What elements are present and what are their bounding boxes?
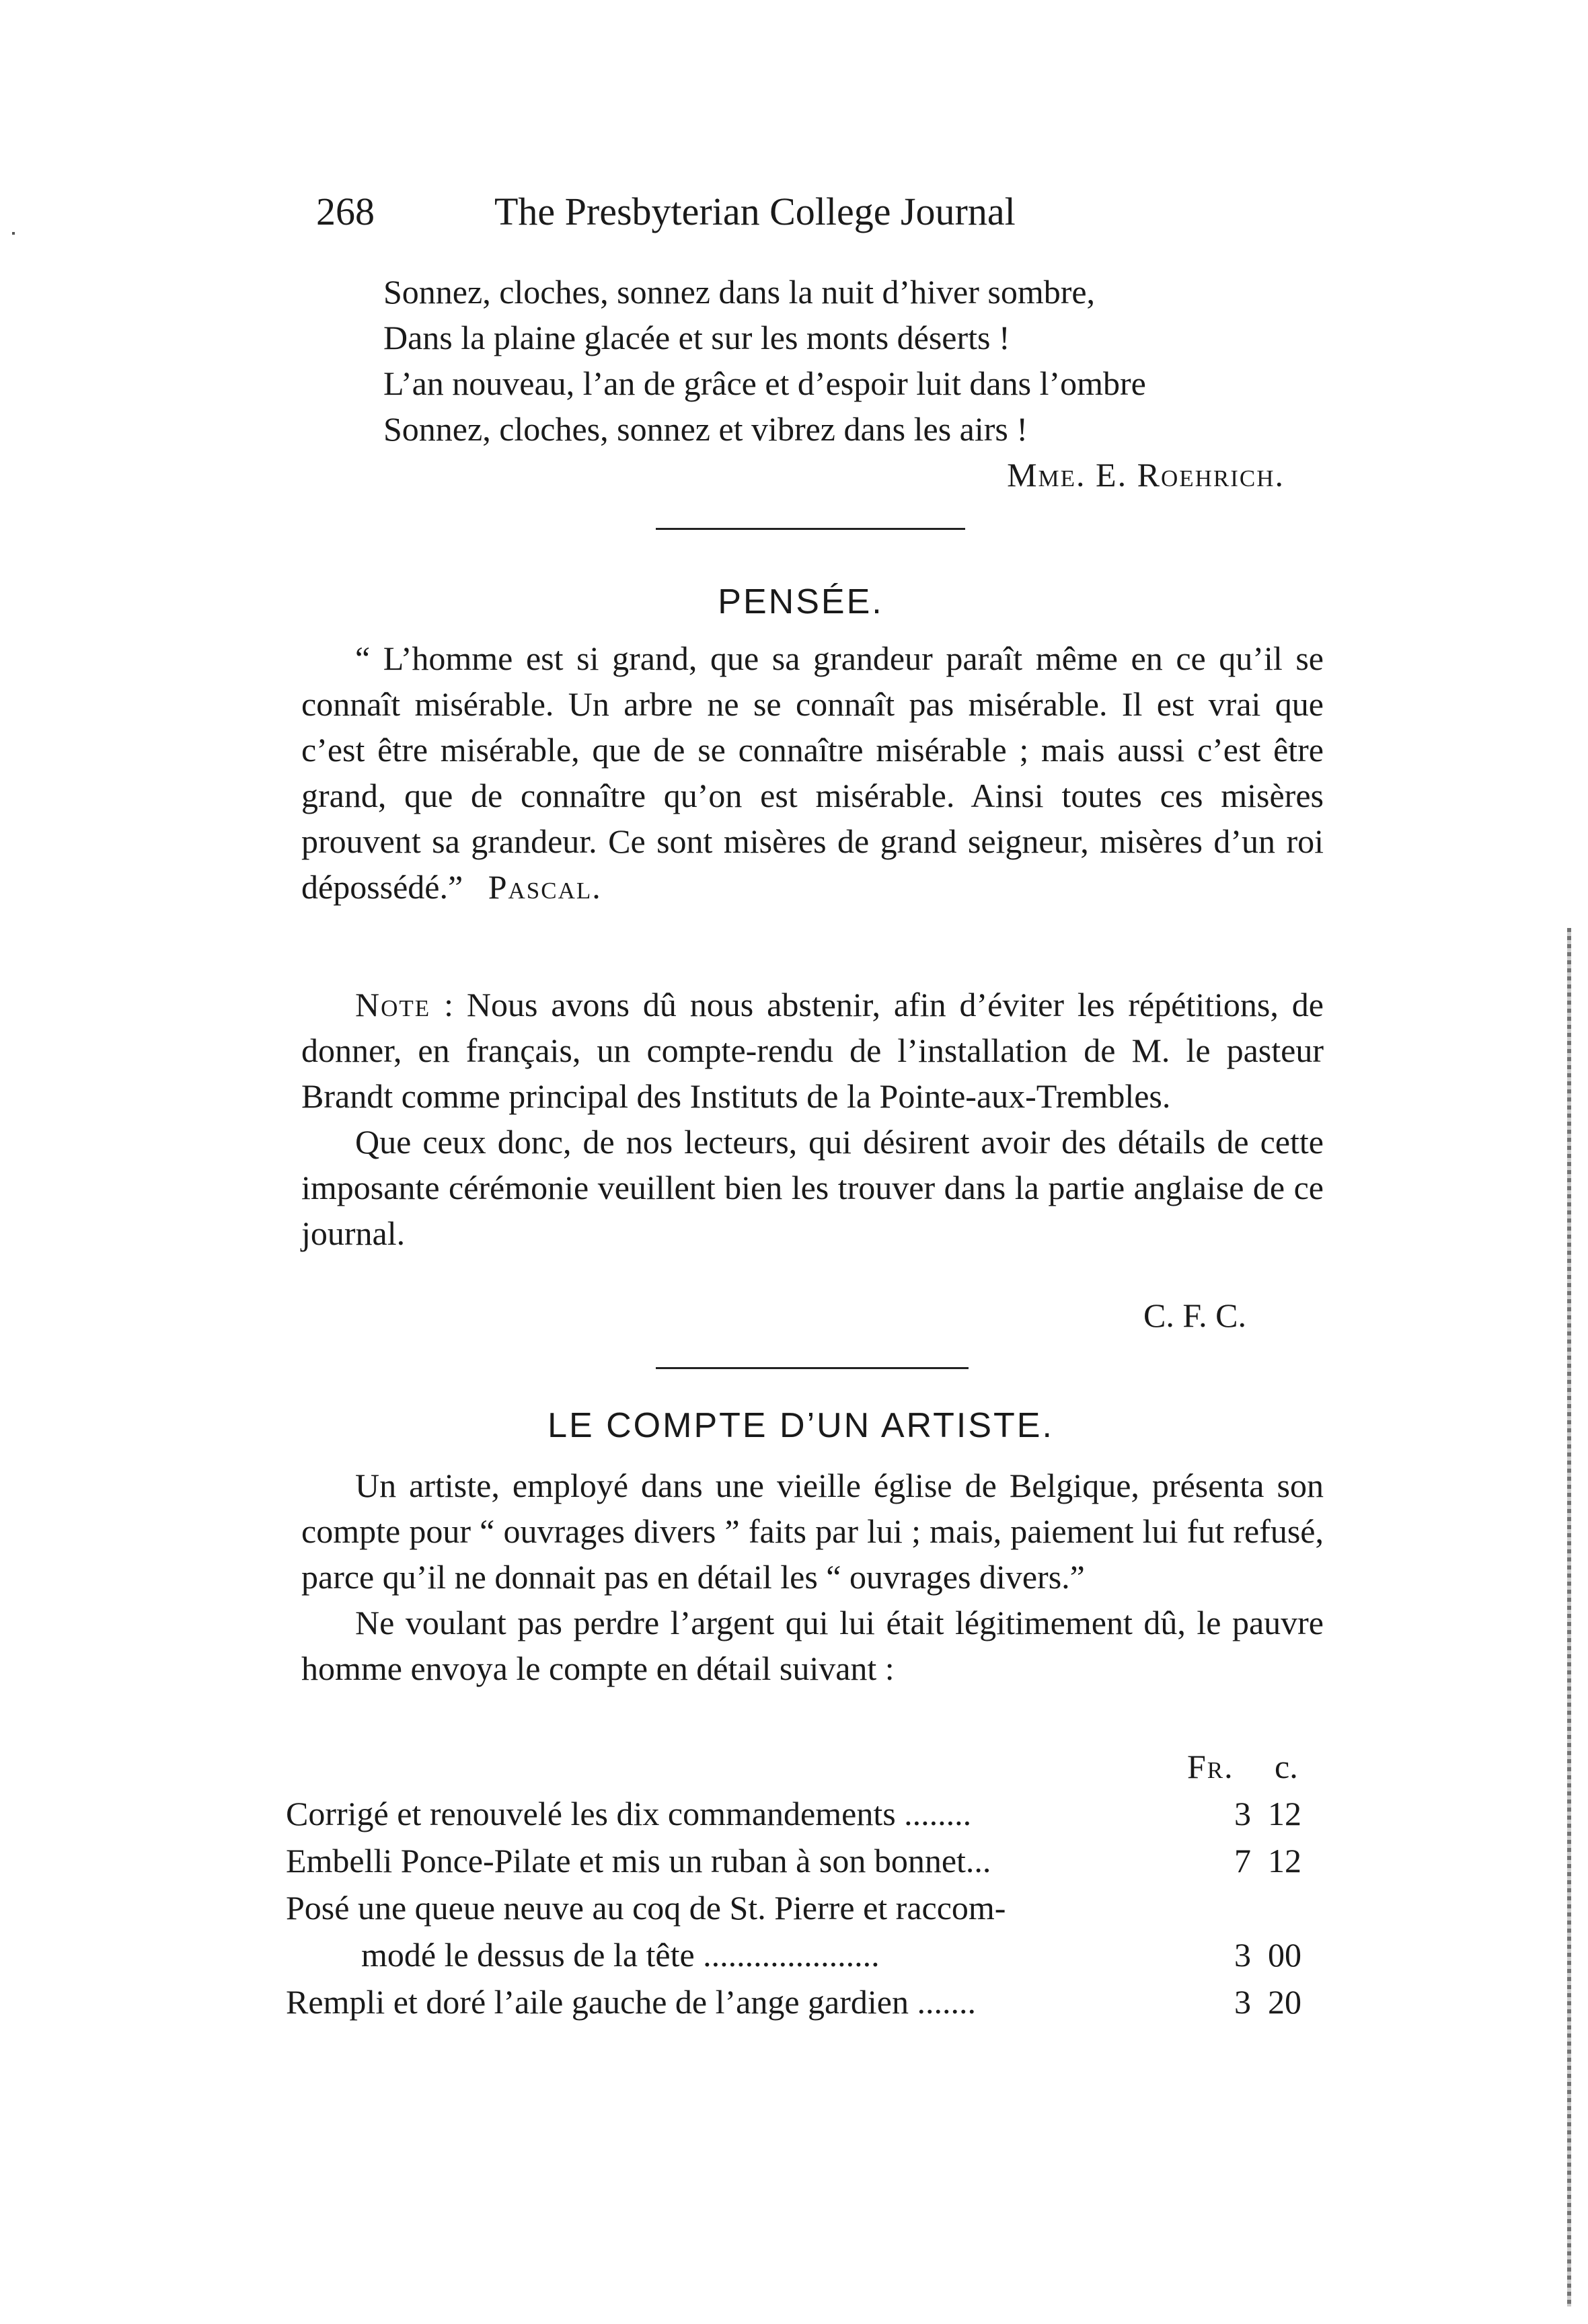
row-description: modé le dessus de la tête ..................... (361, 1936, 880, 1974)
row-francs: 3 (1234, 1795, 1251, 1832)
section-divider (656, 1367, 969, 1369)
poem-author: Mme. E. Roehrich. (1007, 456, 1285, 494)
page-number: 268 (316, 190, 375, 233)
journal-title: The Presbyterian College Journal (494, 190, 1016, 233)
note-paragraph (301, 982, 1324, 1119)
pensee-quote-text: “ L’homme est si grand, que sa grandeur paraît même en ce qu’il se connaît misérable. Un arbre ne se connaît pas misérable. Il est vrai que c’est être misérable, que de se connaître misérable ; mais aussi c’est être grand, que de connaître qu’on est misérable. Ainsi toutes ces misères prouvent sa grandeur. Ce sont misères de grand seigneur, misères d’un roi dépossédé.” (301, 640, 1324, 906)
scan-speck (12, 232, 15, 235)
pensee-author: Pascal. (488, 868, 602, 906)
pensee-heading: PENSÉE. (718, 582, 884, 621)
row-francs: 7 (1234, 1842, 1251, 1880)
poem-line: L’an nouveau, l’an de grâce et d’espoir luit dans l’ombre (383, 364, 1146, 402)
row-francs: 3 (1234, 1936, 1251, 1974)
row-description: Posé une queue neuve au coq de St. Pierre et raccom- (286, 1889, 1006, 1927)
running-head (316, 182, 1157, 242)
compte-paragraph: Un artiste, employé dans une vieille église de Belgique, présenta son compte pour “ ouvrages divers ” faits par lui ; mais, paiement lui fut refusé, parce qu’il ne donnait pas en détail les “ ouvrages divers.” (301, 1467, 1324, 1596)
compte-heading: LE COMPTE D’UN ARTISTE. (547, 1406, 1054, 1445)
column-header-francs: Fr. (1187, 1748, 1234, 1785)
pensee-quote (301, 635, 1324, 910)
table-row (286, 1978, 1322, 2025)
note-signature: C. F. C. (1143, 1296, 1247, 1334)
table-row (286, 1837, 1322, 1884)
table-row (286, 1884, 1322, 1931)
row-description: Embelli Ponce-Pilate et mis un ruban à son bonnet... (286, 1842, 991, 1880)
row-description: Corrigé et renouvelé les dix commandements ........ (286, 1795, 972, 1832)
compte-paragraph: Ne voulant pas perdre l’argent qui lui était légitimement dû, le pauvre homme envoya le compte en détail suivant : (301, 1604, 1324, 1687)
account-table (286, 1743, 1322, 2025)
table-row (286, 1790, 1322, 1837)
section-divider (656, 528, 965, 530)
row-centimes: 12 (1268, 1795, 1301, 1832)
poem-line: Sonnez, cloches, sonnez et vibrez dans les airs ! (383, 410, 1028, 448)
row-centimes: 00 (1268, 1936, 1301, 1974)
note-label: Note (355, 986, 431, 1023)
column-header-centimes: c. (1275, 1748, 1298, 1785)
row-centimes: 12 (1268, 1842, 1301, 1880)
table-row (286, 1931, 1322, 1978)
scan-edge-mark (1567, 928, 1571, 2307)
compte-body (301, 1463, 1324, 1691)
row-centimes: 20 (1268, 1983, 1301, 2021)
row-francs: 3 (1234, 1983, 1251, 2021)
note (301, 982, 1324, 1256)
poem-line: Dans la plaine glacée et sur les monts déserts ! (383, 319, 1010, 356)
poem-line: Sonnez, cloches, sonnez dans la nuit d’hiver sombre, (383, 273, 1096, 311)
note-text: : Nous avons dû nous abstenir, afin d’éviter les répétitions, de donner, en français, un compte-rendu de l’installation de M. le pasteur Brandt comme principal des Instituts de la Pointe-aux-Trembles. (301, 986, 1324, 1115)
poem (383, 269, 1325, 498)
table-header (286, 1743, 1322, 1790)
pensee-paragraph (301, 635, 1324, 910)
note-second-paragraph: Que ceux donc, de nos lecteurs, qui désirent avoir des détails de cette imposante cérémonie veuillent bien les trouver dans la partie anglaise de ce journal. (301, 1123, 1324, 1252)
row-description: Rempli et doré l’aile gauche de l’ange gardien ....... (286, 1983, 976, 2021)
